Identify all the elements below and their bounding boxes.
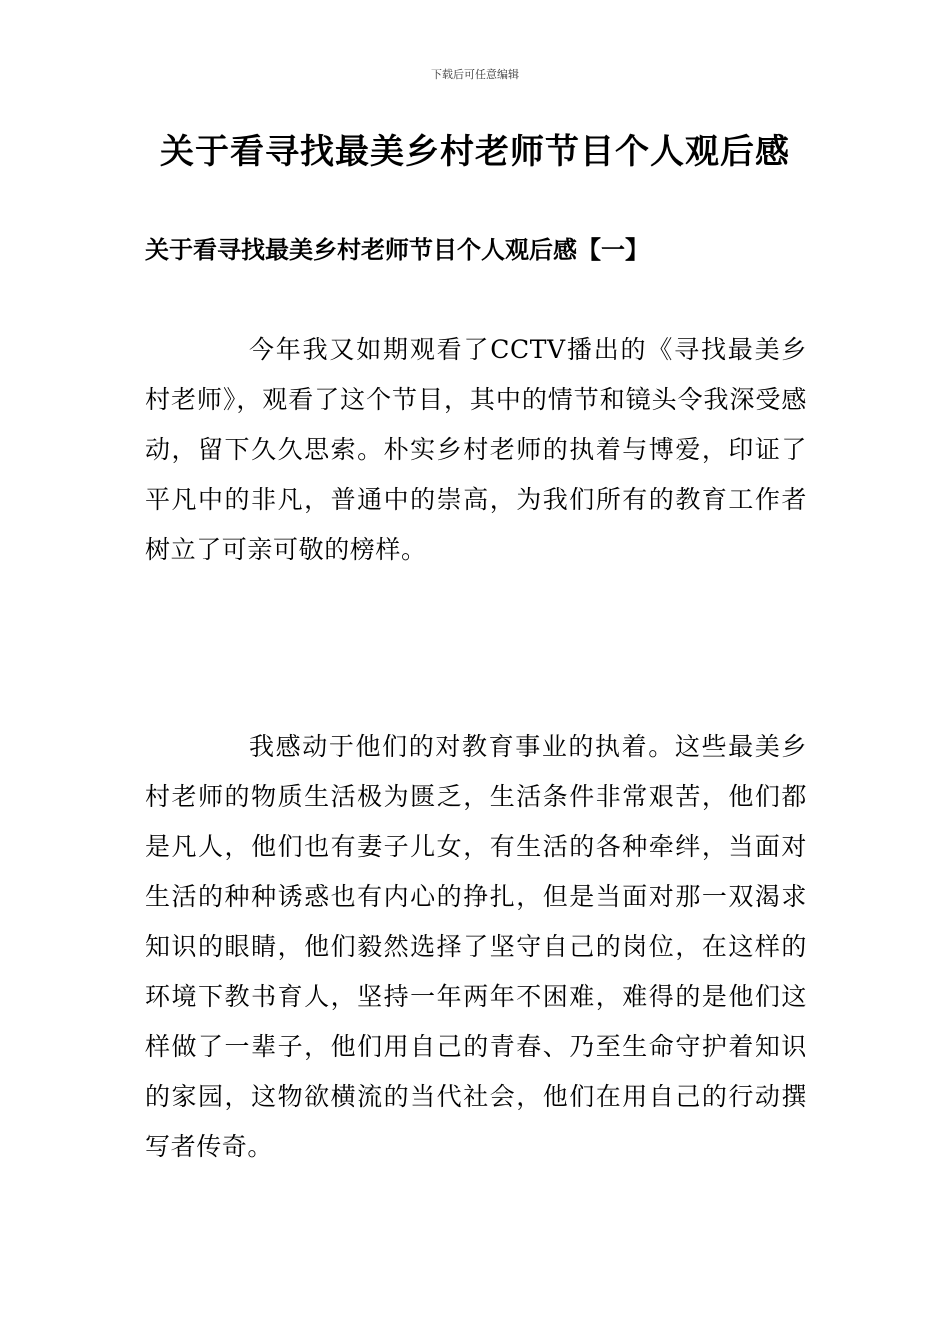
- document-title: 关于看寻找最美乡村老师节目个人观后感: [160, 132, 790, 172]
- body-paragraph: 我感动于他们的对教育事业的执着。这些最美乡村老师的物质生活极为匮乏，生活条件非常艰苦，他们都是凡人，他们也有妻子儿女，有生活的各种牵绊，当面对生活的种种诱惑也有内心的挣扎，但是当面对那一双渴求知识的眼睛，他们毅然选择了坚守自己的岗位，在这样的环境下教书育人，坚持一年两年不困难，难得的是他们这样做了一辈子，他们用自己的青春、乃至生命守护着知识的家园，这物欲横流的当代社会，他们在用自己的行动撰写者传奇。: [145, 732, 807, 1161]
- section-heading: 关于看寻找最美乡村老师节目个人观后感【一】: [145, 235, 649, 264]
- body-paragraph: 今年我又如期观看了CCTV播出的《寻找最美乡村老师》，观看了这个节目，其中的情节和镜头令我深受感动，留下久久思索。朴实乡村老师的执着与博爱，印证了平凡中的非凡，普通中的崇高，为我们所有的教育工作者树立了可亲可敬的榜样。: [145, 335, 807, 564]
- header-note: 下载后可任意编辑: [431, 68, 519, 81]
